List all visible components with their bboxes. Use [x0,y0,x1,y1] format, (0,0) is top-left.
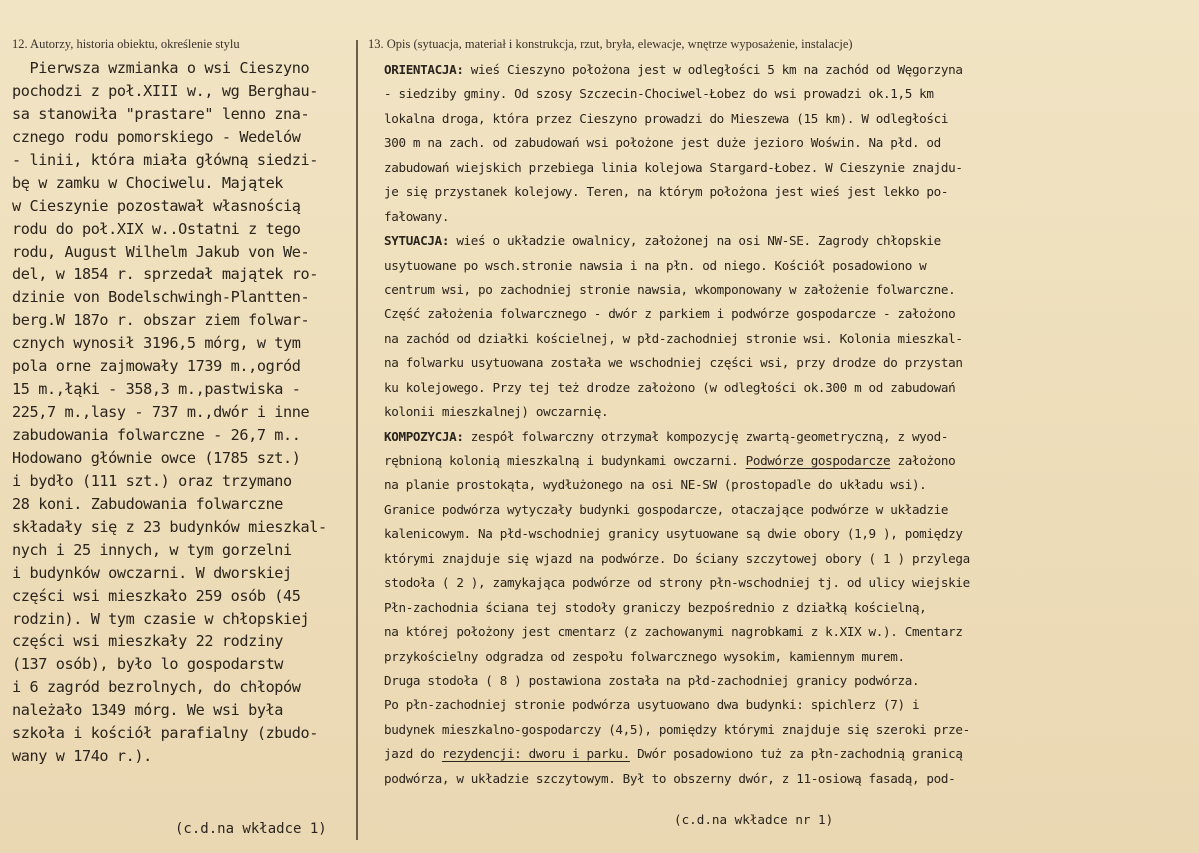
description-text-line [384,718,1184,742]
history-text-line: wany w 174o r.). [12,747,152,766]
text-segment: kalenicowym. Na płd-wschodniej granicy usytuowane są dwie obory (1,9 ), pomiędzy [384,526,963,542]
description-text-line [384,107,1184,131]
description-text-line [384,351,1184,375]
history-text-line: i bydło (111 szt.) oraz trzymano [12,471,292,490]
section-keyword: ORIENTACJA: [384,62,464,77]
history-text-line: nych i 25 innych, w tym gorzelni [12,540,292,559]
description-text-line [384,498,1184,522]
text-segment: na planie prostokąta, wydłużonego na osi NE-SW (prostopadle do układu wsi). [384,477,927,493]
text-segment: Dwór posadowiono tuż za płn-zachodnią granicą [629,746,963,762]
history-text-line: w Cieszynie pozostawał własnością [12,196,301,215]
text-segment: zabudowań wiejskich przebiega linia kolejowa Stargard-Łobez. W Cieszynie znajdu- [384,159,963,175]
text-segment: stodoła ( 2 ), zamykająca podwórze od strony płn-wschodniej tj. od ulicy wiejskie [384,575,970,591]
text-segment: fałowany. [384,208,450,224]
text-segment: na folwarku usytuowana została we wschodniej części wsi, przy drodze do przystan [384,355,963,371]
history-text-line: Pierwsza wzmianka o wsi Cieszyno [12,59,310,77]
underlined-term: rezydencji: dworu i parku. [441,746,630,762]
history-text-line: zabudowania folwarczne - 26,7 m.. [12,426,301,444]
description-text-line [384,205,1184,229]
text-segment: Część założenia folwarcznego - dwór z parkiem i podwórze gospodarcze - założono [384,306,956,322]
text-segment: jazd do [384,746,442,762]
text-segment: usytuowane po wsch.stronie nawsia i na płn. od niego. Kościół posadowiono w [384,257,927,273]
description-text-line [384,278,1184,302]
history-text-line: części wsi mieszkało 259 osób (45 [12,586,301,605]
text-segment: Granice podwórza wytyczały budynki gospodarcze, otaczające podwórze w układzie [384,501,949,517]
description-text-column [384,58,1184,791]
history-text-line: rodu, August Wilhelm Jakub von We- [12,242,310,261]
description-text-line [384,742,1184,766]
history-text-line: pola orne zajmowały 1739 m.,ogród [12,357,301,376]
description-text-line [384,156,1184,180]
history-text-line: (137 osób), było lo gospodarstw [12,655,284,674]
description-text-line [384,82,1184,106]
description-text-line [384,449,1184,473]
description-text-line [384,473,1184,497]
history-text-line: składały się z 23 budynków mieszkal- [12,517,327,536]
text-segment: Płn-zachodnia ściana tej stodoły graniczy bezpośrednio z działką kościelną, [384,599,927,615]
underlined-term: Podwórze gospodarcze [745,453,891,468]
description-continuation-note: (c.d.na wkładce nr 1) [674,812,834,827]
section-keyword: SYTUACJA: [384,233,450,249]
history-text-line: - linii, która miała główną siedzi- [12,150,319,169]
description-text-line [384,131,1184,155]
description-text-line [384,376,1184,400]
description-text-line [384,596,1184,620]
history-text-line: i 6 zagród bezrolnych, do chłopów [12,678,301,697]
text-segment: przykościelny odgradza od zespołu folwarcznego wysokim, kamiennym murem. [384,648,905,664]
history-text-line: del, w 1854 r. sprzedał majątek ro- [12,265,319,284]
history-text-line: sa stanowiła "prastare" lenno zna- [12,104,310,123]
description-text-line [384,254,1184,278]
text-segment: lokalna droga, która przez Cieszyno prowadzi do Mieszewa (15 km). W odległości [384,110,949,126]
text-segment: zespół folwarczny otrzymał kompozycję zwartą-geometryczną, z wyod- [463,428,949,444]
history-text-line: rodu do poł.XIX w..Ostatni z tego [12,219,301,238]
description-text-line [384,229,1184,253]
section-keyword: KOMPOZYCJA: [384,428,464,444]
description-text-line [384,767,1184,791]
description-text-line [384,180,1184,204]
description-text-line [384,571,1184,595]
text-segment: 300 m na zach. od zabudowań wsi położone jest duże jezioro Woświn. Na płd. od [384,135,941,151]
section-13-header: 13. Opis (sytuacja, materiał i konstrukcja, rzut, bryła, elewacje, wnętrze wyposażenie, instalacje) [368,37,853,51]
description-text-line [384,327,1184,351]
description-text-line [384,669,1184,693]
history-text-line: pochodzi z poł.XIII w., wg Berghau- [12,81,319,100]
history-text-line: szkoła i kościół parafialny (zbudo- [12,724,319,743]
history-text-line: dzinie von Bodelschwingh-Plantten- [12,288,310,307]
text-segment: - siedziby gminy. Od szosy Szczecin-Chociwel-Łobez do wsi prowadzi ok.1,5 km [384,86,934,102]
history-text-line: 15 m.,łąki - 358,3 m.,pastwiska - [12,380,301,399]
description-text-line [384,302,1184,326]
description-text-line [384,693,1184,717]
text-segment: na której położony jest cmentarz (z zachowanymi nagrobkami z k.XIX w.). Cmentarz [384,624,963,640]
history-text-line: cznych wynosił 3196,5 mórg, w tym [12,334,301,353]
column-divider [356,40,358,840]
history-text-line: i budynków owczarni. W dworskiej [12,563,292,582]
history-text-line: bę w zamku w Chociwelu. Majątek [12,173,284,192]
description-text-line [384,58,1184,82]
text-segment: Druga stodoła ( 8 ) postawiona została na płd-zachodniej granicy podwórza. [384,672,920,688]
history-text-line: należało 1349 mórg. We wsi była [12,701,284,720]
history-text-column [12,57,356,768]
history-text-line: 28 koni. Zabudowania folwarczne [12,494,284,513]
text-segment: na zachód od działki kościelnej, w płd-zachodniej stronie wsi. Kolonia mieszkal- [384,330,963,346]
description-text-line [384,645,1184,669]
description-text-line [384,620,1184,644]
text-segment: wieś Cieszyno położona jest w odległości 5 km na zachód od Węgorzyna [463,62,963,77]
history-text-line: rodzin). W tym czasie w chłopskiej [12,609,310,628]
history-text-line: części wsi mieszkały 22 rodziny [12,632,284,651]
description-text-line [384,425,1184,449]
history-continuation-note: (c.d.na wkładce 1) [175,821,327,837]
description-text-line [384,400,1184,424]
description-text-line [384,547,1184,571]
section-12-header: 12. Autorzy, historia obiektu, określenie stylu [12,37,240,51]
text-segment: którymi znajduje się wjazd na podwórze. Do ściany szczytowej obory ( 1 ) przylega [384,550,970,566]
text-segment: podwórza, w układzie szczytowym. Był to obszerny dwór, z 11-osiową fasadą, pod- [384,770,956,786]
text-segment: rębnioną kolonią mieszkalną i budynkami owczarni. [384,453,746,468]
text-segment: budynek mieszkalno-gospodarczy (4,5), pomiędzy którymi znajduje się szeroki prze- [384,721,970,737]
text-segment: ku kolejowego. Przy tej też drodze założono (w odległości ok.300 m od zabudowań [384,379,956,395]
text-segment: centrum wsi, po zachodniej stronie nawsia, wkomponowany w założenie folwarczne. [384,281,956,297]
text-segment: Po płn-zachodniej stronie podwórza usytuowano dwa budynki: spichlerz (7) i [384,697,920,713]
text-segment: założono [890,453,956,468]
text-segment: wieś o układzie owalnicy, założonej na osi NW-SE. Zagrody chłopskie [449,233,941,249]
history-text-line: Hodowano głównie owce (1785 szt.) [12,448,301,467]
description-text-line [384,522,1184,546]
history-text-line: berg.W 187o r. obszar ziem folwar- [12,311,310,330]
text-segment: je się przystanek kolejowy. Teren, na którym położona jest wieś jest lekko po- [384,184,949,200]
text-segment: kolonii mieszkalnej) owczarnię. [384,404,609,420]
history-text-line: 225,7 m.,lasy - 737 m.,dwór i inne [12,403,310,422]
history-text-line: cznego rodu pomorskiego - Wedelów [12,127,301,146]
